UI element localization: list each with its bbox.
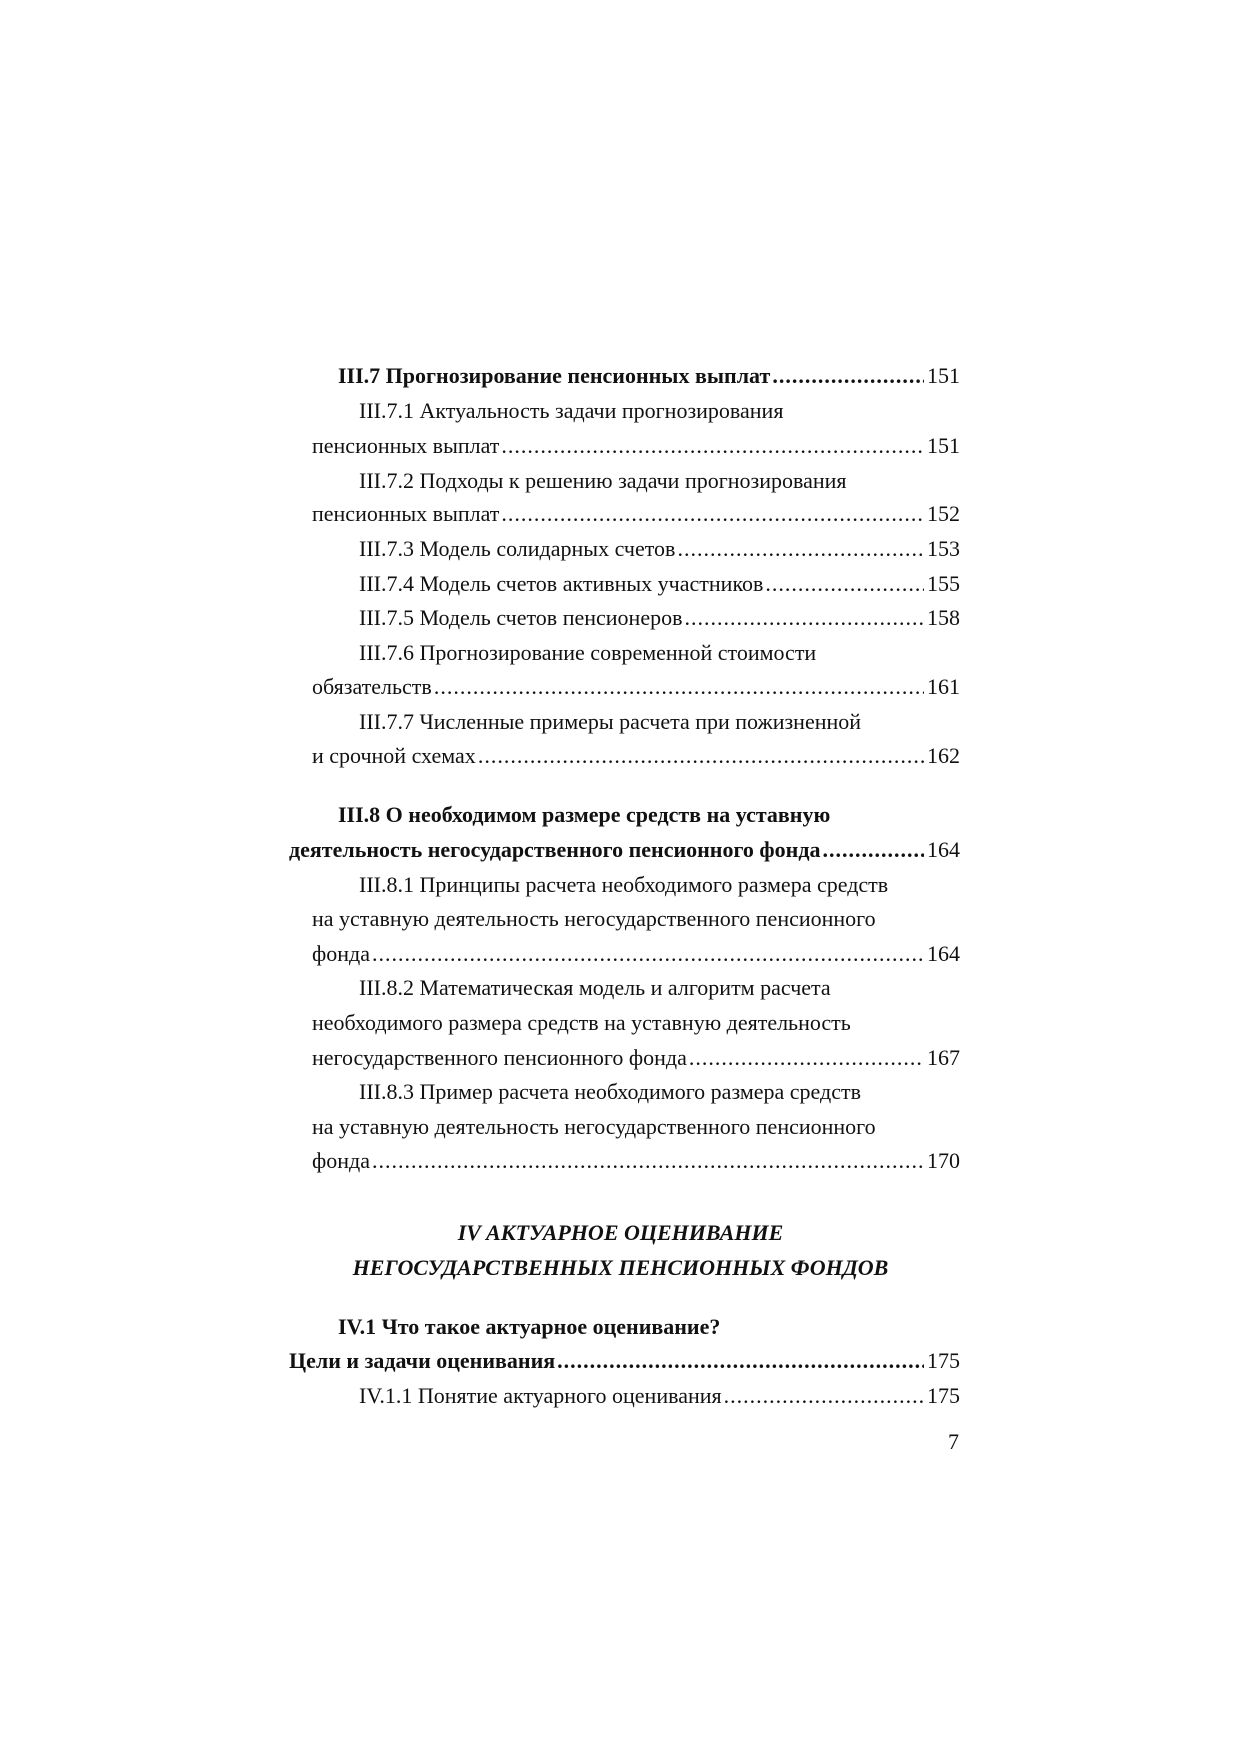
toc-page: 158 <box>927 605 960 630</box>
chapter-heading-line1: IV АКТУАРНОЕ ОЦЕНИВАНИЕ <box>457 1220 784 1245</box>
toc-entry-iv-1-line1[interactable]: IV.1 Что такое актуарное оценивание? <box>338 1314 721 1339</box>
toc-title: III.7.5 Модель счетов пенсионеров <box>359 605 683 630</box>
toc-entry-iii-7-4[interactable] <box>359 571 960 597</box>
page-number: 7 <box>948 1429 959 1454</box>
dot-leader <box>772 363 924 389</box>
dot-leader <box>684 605 924 631</box>
dot-leader <box>372 941 924 967</box>
toc-entry-iv-1[interactable] <box>289 1348 960 1374</box>
toc-page: 151 <box>927 433 960 458</box>
toc-page: 155 <box>927 571 960 596</box>
dot-leader <box>765 571 924 597</box>
toc-page: 161 <box>927 674 960 699</box>
toc-entry-iii-8-1[interactable] <box>312 941 960 967</box>
toc-title: обязательств <box>312 674 432 699</box>
toc-entry-iii-7-1-line1[interactable]: III.7.1 Актуальность задачи прогнозирования <box>359 398 784 423</box>
toc-entry-iii-7-5[interactable] <box>359 605 960 631</box>
toc-page: 152 <box>927 501 960 526</box>
toc-entry-iii-7-3[interactable] <box>359 536 960 562</box>
toc-title: III.7.4 Модель счетов активных участников <box>359 571 764 596</box>
toc-page: 175 <box>927 1383 960 1408</box>
toc-entry-iii-7-6[interactable] <box>312 674 960 700</box>
toc-page: 175 <box>927 1348 960 1373</box>
dot-leader <box>557 1348 924 1374</box>
chapter-heading-line2: НЕГОСУДАРСТВЕННЫХ ПЕНСИОННЫХ ФОНДОВ <box>352 1255 889 1280</box>
dot-leader <box>478 743 924 769</box>
toc-entry-iii-8-3[interactable] <box>312 1148 960 1174</box>
toc-title: III.7 Прогнозирование пенсионных выплат <box>338 363 771 388</box>
toc-entry-iii-8[interactable] <box>289 837 960 863</box>
toc-entry-iii-8-3-line1[interactable]: III.8.3 Пример расчета необходимого размера средств <box>359 1079 861 1104</box>
toc-title: IV.1.1 Понятие актуарного оценивания <box>359 1383 722 1408</box>
toc-entry-iii-7-1[interactable] <box>312 433 960 459</box>
dot-leader <box>677 536 924 562</box>
toc-entry-iii-8-3-line2[interactable]: на уставную деятельность негосударственного пенсионного <box>312 1114 876 1139</box>
toc-entry-iii-7-2[interactable] <box>312 501 960 527</box>
toc-page: 170 <box>927 1148 960 1173</box>
toc-entry-iv-1-1[interactable] <box>359 1383 960 1409</box>
toc-title: негосударственного пенсионного фонда <box>312 1045 687 1070</box>
toc-page: 151 <box>927 363 960 388</box>
dot-leader <box>501 501 924 527</box>
toc-page: 164 <box>927 837 960 862</box>
toc-title: пенсионных выплат <box>312 433 500 458</box>
dot-leader <box>372 1148 924 1174</box>
toc-page: 162 <box>927 743 960 768</box>
toc-entry-iii-8-line1[interactable]: III.8 О необходимом размере средств на уставную <box>338 802 831 827</box>
toc-entry-iii-8-2[interactable] <box>312 1045 960 1071</box>
toc-entry-iii-8-2-line2[interactable]: необходимого размера средств на уставную деятельность <box>312 1010 851 1035</box>
toc-entry-iii-7-2-line1[interactable]: III.7.2 Подходы к решению задачи прогнозирования <box>359 468 847 493</box>
toc-entry-iii-7-6-line1[interactable]: III.7.6 Прогнозирование современной стоимости <box>359 640 817 665</box>
dot-leader <box>501 433 924 459</box>
toc-entry-iii-8-1-line2[interactable]: на уставную деятельность негосударственного пенсионного <box>312 906 876 931</box>
toc-title: деятельность негосударственного пенсионного фонда <box>289 837 821 862</box>
toc-title: фонда <box>312 941 370 966</box>
dot-leader <box>822 837 924 863</box>
toc-entry-iii-7-7[interactable] <box>312 743 960 769</box>
dot-leader <box>724 1383 924 1409</box>
toc-title: Цели и задачи оценивания <box>289 1348 556 1373</box>
toc-title: фонда <box>312 1148 370 1173</box>
toc-page: 153 <box>927 536 960 561</box>
toc-page: 167 <box>927 1045 960 1070</box>
toc-entry-iii-7[interactable] <box>338 363 960 389</box>
toc-title: III.7.3 Модель солидарных счетов <box>359 536 676 561</box>
toc-entry-iii-8-2-line1[interactable]: III.8.2 Математическая модель и алгоритм расчета <box>359 975 831 1000</box>
toc-page: 164 <box>927 941 960 966</box>
toc-entry-iii-8-1-line1[interactable]: III.8.1 Принципы расчета необходимого размера средств <box>359 872 889 897</box>
toc-entry-iii-7-7-line1[interactable]: III.7.7 Численные примеры расчета при пожизненной <box>359 709 862 734</box>
dot-leader <box>434 674 924 700</box>
dot-leader <box>689 1045 924 1071</box>
toc-title: и срочной схемах <box>312 743 476 768</box>
toc-title: пенсионных выплат <box>312 501 500 526</box>
